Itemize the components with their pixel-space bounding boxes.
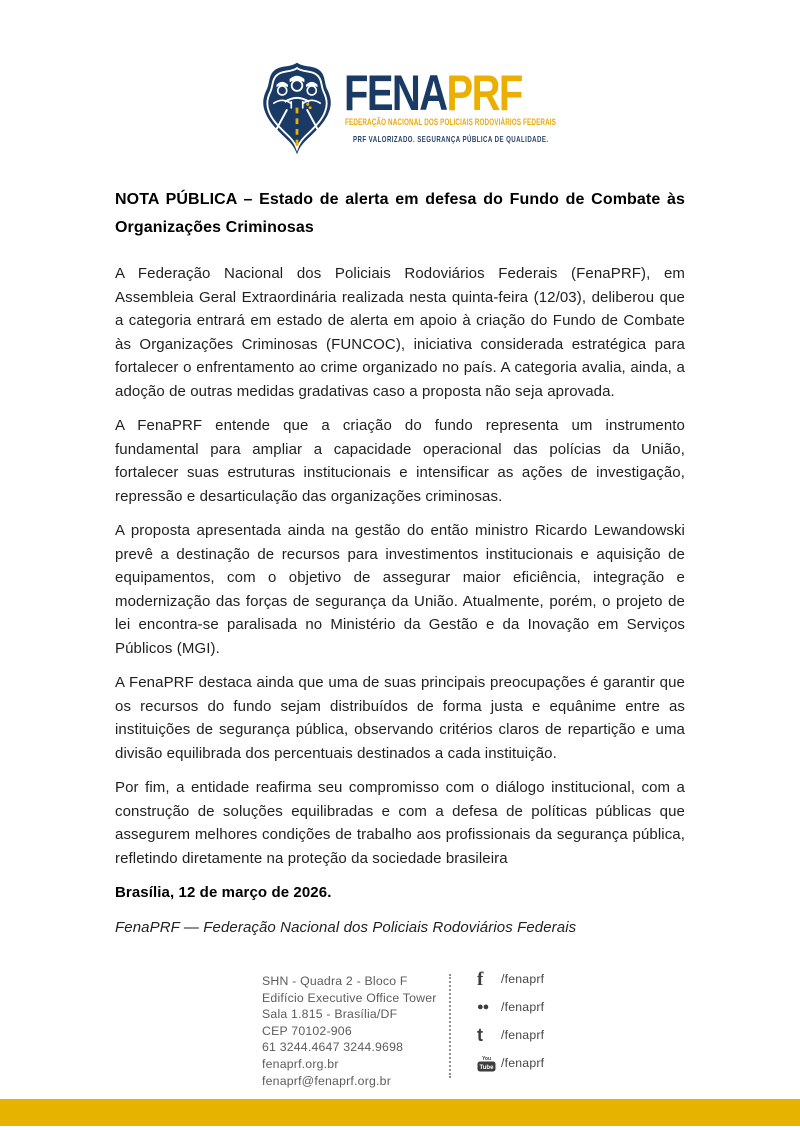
facebook-handle: /fenaprf [501,972,545,986]
paragraph-4: A FenaPRF destaca ainda que uma de suas principais preocupações é garantir que os recursos do fundo sejam distribuídos de forma justa e equânime entre as instituições de segurança pública, observando critérios claros de repartição e uma divisão equilibrada dos percentuais destinados a cada instituição. [115,674,685,762]
address-line: Edifício Executive Office Tower [262,990,437,1005]
flickr-handle: /fenaprf [501,1000,545,1014]
header [256,60,557,160]
wordmark-prf: PRF [446,65,522,121]
twitter-handle: /fenaprf [501,1028,545,1042]
police-badge-icon [256,60,338,157]
svg-text:Tube: Tube [479,1064,494,1071]
social-row-facebook [477,969,544,989]
bottom-gold-bar [0,1099,800,1126]
logo-subtitle: FEDERAÇÃO NACIONAL DOS POLICIAIS RODOVIÁRIOS FEDERAIS [345,117,557,127]
dotted-divider [449,974,451,1078]
twitter-icon: t [477,1025,483,1045]
note-body [115,186,685,939]
email-line: fenaprf@fenaprf.org.br [262,1073,391,1088]
address-line: CEP 70102-906 [262,1023,352,1038]
signature-line: FenaPRF — Federação Nacional dos Policiais Rodoviários Federais [115,918,577,936]
wordmark-fena: FENA [344,65,447,121]
flickr-icon: ●● [477,1000,489,1013]
youtube-icon [477,1055,501,1072]
address-block [262,973,437,1089]
address-line: Sala 1.815 - Brasília/DF [262,1007,398,1022]
logo-tagline: PRF VALORIZADO. SEGURANÇA PÚBLICA DE QUALIDADE. [353,134,549,144]
fenaprf-wordmark [344,65,522,121]
address-line: SHN - Quadra 2 - Bloco F [262,974,408,988]
paragraph-3: A proposta apresentada ainda na gestão do então ministro Ricardo Lewandowski prevê a destinação de recursos para investimentos institucionais e aquisição de equipamentos, com o objetivo de assegurar maior eficiência, integração e modernização das forças de segurança da União. Atualmente, porém, o projeto de lei encontra-se paralisada no Ministério da Gestão e da Inovação em Serviços Públicos (MGI). [115,522,685,657]
social-row-youtube [477,1053,544,1073]
social-block [477,969,544,1081]
svg-text:You: You [481,1055,492,1062]
youtube-handle: /fenaprf [501,1056,545,1070]
paragraph-5: Por fim, a entidade reafirma seu compromisso com o diálogo institucional, com a construção de soluções equilibradas e com a defesa de políticas públicas que assegurem melhores condições de trabalho aos profissionais da segurança pública, refletindo diretamente na proteção da sociedade brasileira [115,779,685,867]
website-line: fenaprf.org.br [262,1056,339,1071]
facebook-icon: f [477,968,484,990]
page-title: NOTA PÚBLICA – Estado de alerta em defesa do Fundo de Combate às Organizações Criminosas [115,191,685,236]
paragraph-2: A FenaPRF entende que a criação do fundo representa um instrumento fundamental para ampliar a capacidade operacional das polícias da União, fortalecer suas estruturas institucionais e intensificar as ações de investigação, repressão e desarticulação das organizações criminosas. [115,417,685,505]
social-row-twitter [477,1025,544,1045]
social-row-flickr [477,997,544,1017]
date-line: Brasília, 12 de março de 2026. [115,884,332,901]
paragraph-1: A Federação Nacional dos Policiais Rodoviários Federais (FenaPRF), em Assembleia Geral Extraordinária realizada nesta quinta-feira (12/03), deliberou que a categoria entrará em estado de alerta em apoio à criação do Fundo de Combate às Organizações Criminosas (FUNCOC), iniciativa considerada estratégica para fortalecer o enfrentamento ao crime organizado no país. A categoria avalia, ainda, a adoção de outras medidas gradativas caso a proposta não seja aprovada. [115,265,685,400]
phone-line: 61 3244.4647 3244.9698 [262,1040,404,1055]
